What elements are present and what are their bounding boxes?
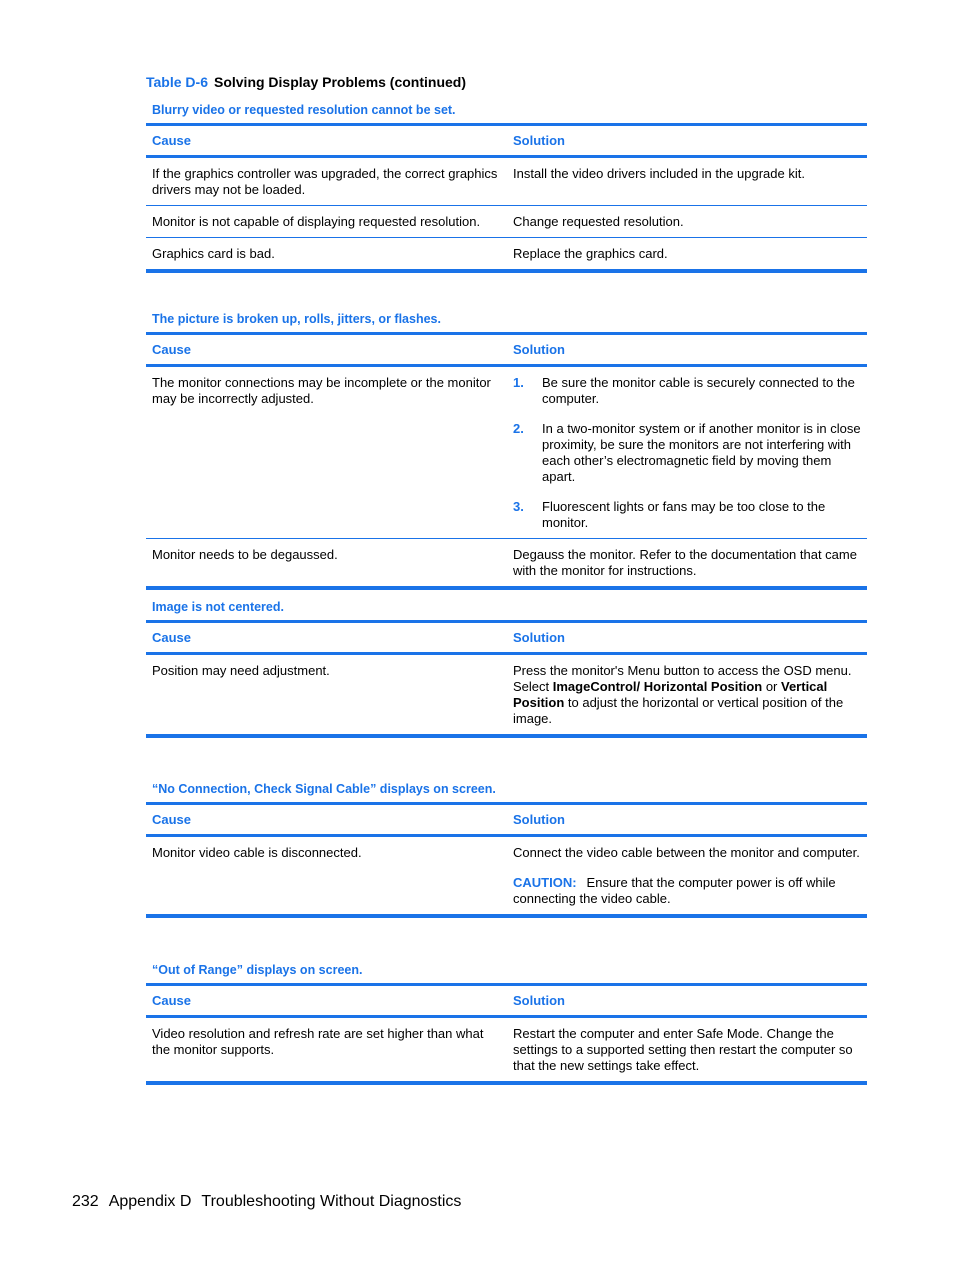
section-heading: “Out of Range” displays on screen. [152, 963, 363, 977]
solution-header: Solution [513, 133, 565, 148]
list-item [513, 499, 861, 531]
table-row [146, 237, 867, 269]
cause-cell: Monitor needs to be degaussed. [152, 547, 338, 562]
cause-header: Cause [152, 630, 192, 645]
solution-cell: Restart the computer and enter Safe Mode. Change the settings to a supported setting then restart the computer so that the new settings take effect. [513, 1026, 853, 1073]
cause-header: Cause [152, 812, 192, 827]
table-caption: Solving Display Problems (continued) [213, 74, 467, 90]
solution-cell [507, 837, 867, 914]
solution-text: Connect the video cable between the monitor and computer. [513, 845, 860, 860]
table-row [146, 836, 867, 914]
solution-steps [513, 375, 861, 531]
caution-note [513, 875, 861, 907]
caution-label: CAUTION: [513, 875, 577, 890]
appendix-label: Appendix D [108, 1193, 192, 1210]
page-number: 232 [72, 1193, 99, 1210]
troubleshooting-table [146, 620, 867, 738]
table-header [146, 335, 867, 366]
section-heading: The picture is broken up, rolls, jitters, or flashes. [152, 312, 441, 326]
solution-cell: Replace the graphics card. [513, 246, 668, 261]
troubleshooting-table [146, 802, 867, 918]
solution-text: Press the monitor's Menu button to access the OSD menu. Select [513, 663, 852, 694]
table-header [146, 126, 867, 157]
section-blurry-video [146, 101, 867, 273]
step-text: Fluorescent lights or fans may be too close to the monitor. [542, 499, 826, 530]
table-row [146, 1017, 867, 1081]
menu-path-text: Vertical Position [513, 679, 828, 710]
section-out-of-range [146, 961, 867, 1085]
section-heading: Image is not centered. [152, 600, 284, 614]
step-number: 2. [513, 421, 524, 436]
solution-cell: Degauss the monitor. Refer to the documentation that came with the monitor for instructions. [513, 547, 857, 578]
solution-text: to adjust the horizontal or vertical position of the image. [513, 695, 844, 726]
solution-cell [507, 655, 867, 734]
step-text: Be sure the monitor cable is securely connected to the computer. [542, 375, 855, 406]
table-header [146, 986, 867, 1017]
menu-path-text: ImageControl/ Horizontal Position [552, 679, 763, 694]
cause-cell: Monitor is not capable of displaying requested resolution. [152, 214, 481, 229]
solution-cell: Install the video drivers included in the upgrade kit. [513, 166, 805, 181]
troubleshooting-table [146, 123, 867, 273]
cause-cell: Position may need adjustment. [152, 663, 330, 678]
page-footer [72, 1193, 471, 1211]
section-image-not-centered [146, 598, 867, 738]
cause-header: Cause [152, 993, 192, 1008]
cause-header: Cause [152, 133, 192, 148]
caution-text: Ensure that the computer power is off while connecting the video cable. [513, 875, 836, 906]
troubleshooting-table [146, 332, 867, 590]
cause-cell: Monitor video cable is disconnected. [152, 845, 362, 860]
section-no-connection [146, 780, 867, 918]
list-item [513, 375, 861, 407]
solution-text: or [762, 679, 781, 694]
step-number: 1. [513, 375, 524, 390]
table-row [146, 538, 867, 586]
cause-cell: Graphics card is bad. [152, 246, 275, 261]
solution-header: Solution [513, 630, 565, 645]
solution-header: Solution [513, 342, 565, 357]
table-row [146, 654, 867, 734]
table-header [146, 623, 867, 654]
step-text: In a two-monitor system or if another monitor is in close proximity, be sure the monitors are not interfering with each other’s electromagnetic field by moving them apart. [542, 421, 861, 484]
section-picture-broken [146, 310, 867, 590]
section-heading: Blurry video or requested resolution cannot be set. [152, 103, 456, 117]
solution-cell [507, 367, 867, 538]
table-label: Table D-6 [146, 74, 208, 90]
table-title [146, 74, 466, 90]
list-item [513, 421, 861, 485]
solution-header: Solution [513, 812, 565, 827]
cause-header: Cause [152, 342, 192, 357]
table-row [146, 205, 867, 237]
table-row [146, 157, 867, 205]
table-row [146, 366, 867, 538]
troubleshooting-table [146, 983, 867, 1085]
table-header [146, 805, 867, 836]
step-number: 3. [513, 499, 524, 514]
solution-header: Solution [513, 993, 565, 1008]
appendix-title: Troubleshooting Without Diagnostics [201, 1193, 462, 1210]
cause-cell: If the graphics controller was upgraded, the correct graphics drivers may not be loaded. [152, 166, 498, 197]
cause-cell: Video resolution and refresh rate are set higher than what the monitor supports. [152, 1026, 484, 1057]
cause-cell: The monitor connections may be incomplete or the monitor may be incorrectly adjusted. [152, 375, 491, 406]
solution-cell: Change requested resolution. [513, 214, 684, 229]
section-heading: “No Connection, Check Signal Cable” displays on screen. [152, 782, 496, 796]
